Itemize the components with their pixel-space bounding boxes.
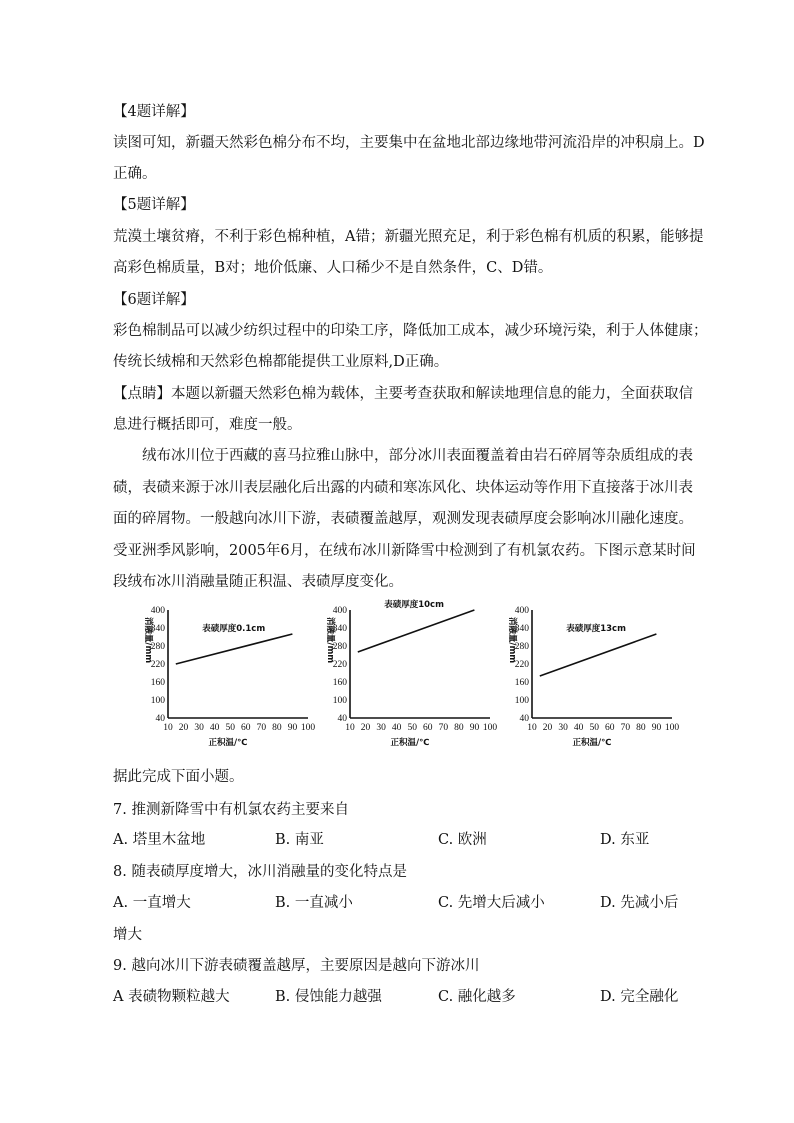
- option-c[interactable]: C. 先增大后减小: [438, 895, 545, 911]
- option-d[interactable]: D. 先减小后: [600, 895, 679, 911]
- x-tick-label: 60: [423, 723, 433, 733]
- x-tick-label: 70: [438, 723, 449, 733]
- x-tick-label: 50: [407, 723, 417, 733]
- passage-line5: 段绒布冰川消融量随正积温、表碛厚度变化。: [113, 574, 403, 590]
- x-tick-label: 80: [454, 723, 464, 733]
- y-tick-label: 280: [150, 642, 165, 652]
- y-tick-label: 220: [514, 660, 529, 670]
- x-tick-label: 40: [391, 723, 402, 733]
- y-tick-label: 220: [332, 660, 347, 670]
- chart-thickness-13cm: [494, 600, 699, 750]
- x-tick-label: 30: [194, 723, 204, 733]
- question-9-stem: 9. 越向冰川下游表碛覆盖越厚，主要原因是越向下游冰川: [113, 958, 480, 974]
- explain6-body-line2: 传统长绒棉和天然彩色棉都能提供工业原料,D正确。: [113, 354, 449, 370]
- y-tick-label: 400: [514, 606, 529, 616]
- y-tick-label: 220: [150, 660, 165, 670]
- x-tick-label: 80: [272, 723, 282, 733]
- x-tick-label: 80: [636, 723, 646, 733]
- explain6-heading: 【6题详解】: [113, 292, 195, 308]
- x-tick-label: 30: [376, 723, 386, 733]
- chart-svg: [312, 600, 517, 750]
- y-tick-label: 280: [332, 642, 347, 652]
- x-tick-label: 90: [651, 723, 662, 733]
- x-tick-label: 60: [605, 723, 615, 733]
- passage-line1: 绒布冰川位于西藏的喜马拉雅山脉中，部分冰川表面覆盖着由岩石碎屑等杂质组成的表: [142, 448, 693, 464]
- option-b[interactable]: B. 南亚: [275, 832, 324, 848]
- y-tick-label: 400: [332, 606, 347, 616]
- explain5-body-line2: 高彩色棉质量，B对；地价低廉、人口稀少不是自然条件，C、D错。: [113, 260, 553, 276]
- x-tick-label: 20: [542, 723, 553, 733]
- explain6-body-line1: 彩色棉制品可以减少纺织过程中的印染工序，降低加工成本，减少环境污染，利于人体健康；: [113, 323, 708, 339]
- explain4-heading: 【4题详解】: [113, 104, 195, 120]
- explain5-body-line1: 荒漠土壤贫瘠，不利于彩色棉种植，A错；新疆光照充足，利于彩色棉有机质的积累，能够提: [113, 229, 704, 245]
- y-axis-label: 消融量/mm: [325, 616, 335, 664]
- x-tick-label: 60: [241, 723, 251, 733]
- x-tick-label: 20: [178, 723, 189, 733]
- x-tick-label: 70: [620, 723, 631, 733]
- x-axis-label: 正积温/℃: [208, 738, 248, 748]
- y-tick-label: 340: [332, 624, 347, 634]
- series-annotation: 表碛厚度10cm: [384, 600, 444, 610]
- y-axis-label: 消融量/mm: [507, 616, 517, 664]
- chart-svg: [130, 600, 335, 750]
- option-d[interactable]: D. 完全融化: [600, 989, 679, 1005]
- instruction-text: 据此完成下面小题。: [113, 769, 244, 785]
- option-b[interactable]: B. 侵蚀能力越强: [275, 989, 382, 1005]
- explain4-body-line2: 正确。: [113, 166, 157, 182]
- passage-line3: 面的碎屑物。一般越向冰川下游，表碛覆盖越厚，观测发现表碛厚度会影响冰川融化速度。: [113, 511, 693, 527]
- series-annotation: 表碛厚度13cm: [566, 624, 626, 634]
- chart-svg: [494, 600, 699, 750]
- chart-thickness-10cm: [312, 600, 517, 750]
- y-tick-label: 160: [150, 678, 165, 688]
- explain5-heading: 【5题详解】: [113, 197, 195, 213]
- option-c[interactable]: C. 融化越多: [438, 989, 516, 1005]
- y-tick-label: 100: [150, 696, 165, 706]
- x-tick-label: 70: [256, 723, 267, 733]
- x-tick-label: 10: [163, 723, 173, 733]
- y-tick-label: 100: [514, 696, 529, 706]
- series-line: [176, 634, 293, 664]
- question-8-option-d-continuation: 增大: [113, 927, 142, 943]
- y-tick-label: 280: [514, 642, 529, 652]
- option-d[interactable]: D. 东亚: [600, 832, 650, 848]
- option-a[interactable]: A. 一直增大: [113, 895, 191, 911]
- y-tick-label: 160: [514, 678, 529, 688]
- series-line: [540, 634, 657, 676]
- series-line: [358, 610, 475, 652]
- y-tick-label: 340: [514, 624, 529, 634]
- question-8-stem: 8. 随表碛厚度增大，冰川消融量的变化特点是: [113, 864, 407, 880]
- x-tick-label: 40: [209, 723, 220, 733]
- x-tick-label: 20: [360, 723, 371, 733]
- passage-line4: 受亚洲季风影响，2005年6月，在绒布冰川新降雪中检测到了有机氯农药。下图示意某时间: [113, 543, 696, 559]
- x-tick-label: 50: [589, 723, 599, 733]
- y-tick-label: 340: [150, 624, 165, 634]
- explain4-body-line1: 读图可知，新疆天然彩色棉分布不均，主要集中在盆地北部边缘地带河流沿岸的冲积扇上。D: [113, 135, 705, 151]
- comment-line1: 【点睛】本题以新疆天然彩色棉为载体，主要考查获取和解读地理信息的能力，全面获取信: [113, 386, 693, 402]
- option-b[interactable]: B. 一直减小: [275, 895, 353, 911]
- x-tick-label: 30: [558, 723, 568, 733]
- y-tick-label: 160: [332, 678, 347, 688]
- x-axis-label: 正积温/℃: [390, 738, 430, 748]
- comment-line2: 息进行概括即可，难度一般。: [113, 417, 302, 433]
- x-tick-label: 40: [573, 723, 584, 733]
- question-7-options: [113, 830, 683, 850]
- x-tick-label: 100: [300, 723, 316, 733]
- x-tick-label: 10: [345, 723, 355, 733]
- y-tick-label: 40: [519, 714, 529, 724]
- option-c[interactable]: C. 欧洲: [438, 832, 487, 848]
- y-tick-label: 100: [332, 696, 347, 706]
- x-tick-label: 90: [469, 723, 480, 733]
- series-annotation: 表碛厚度0.1cm: [202, 624, 266, 634]
- x-tick-label: 100: [664, 723, 680, 733]
- y-tick-label: 40: [337, 714, 347, 724]
- question-7-stem: 7. 推测新降雪中有机氯农药主要来自: [113, 802, 349, 818]
- chart-thickness-0.1cm: [130, 600, 335, 750]
- y-tick-label: 40: [155, 714, 165, 724]
- option-a[interactable]: A. 塔里木盆地: [113, 832, 206, 848]
- question-9-options: [113, 987, 683, 1007]
- y-axis-label: 消融量/mm: [143, 616, 153, 664]
- x-tick-label: 10: [527, 723, 537, 733]
- x-tick-label: 50: [225, 723, 235, 733]
- y-tick-label: 400: [150, 606, 165, 616]
- option-a[interactable]: A 表碛物颗粒越大: [113, 989, 230, 1005]
- question-8-options: [113, 893, 683, 913]
- x-tick-label: 90: [287, 723, 298, 733]
- x-tick-label: 100: [482, 723, 498, 733]
- passage-line2: 碛，表碛来源于冰川表层融化后出露的内碛和寒冻风化、块体运动等作用下直接落于冰川表: [113, 480, 693, 496]
- x-axis-label: 正积温/℃: [572, 738, 612, 748]
